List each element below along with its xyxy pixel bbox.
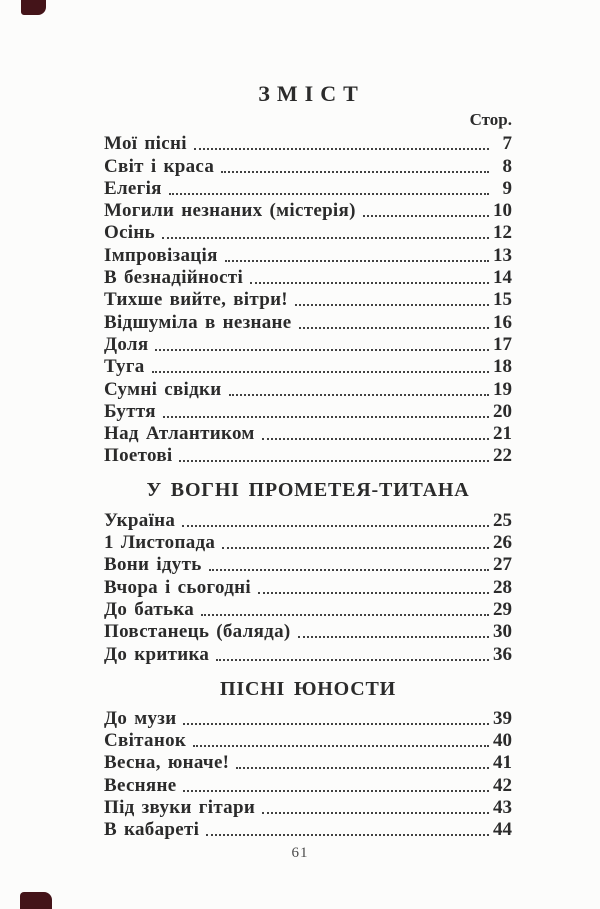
entry-title: Під звуки гітари xyxy=(104,797,256,819)
dotted-leader xyxy=(216,659,489,661)
entry-page-number: 14 xyxy=(493,267,512,289)
entry-title: До критика xyxy=(104,643,210,665)
toc-entry xyxy=(104,133,512,155)
toc-entry xyxy=(104,819,512,841)
entry-title: До батька xyxy=(104,598,195,620)
dotted-leader xyxy=(229,394,490,396)
entry-title: Елегія xyxy=(104,177,162,199)
dotted-leader xyxy=(299,327,489,329)
entry-page-number: 39 xyxy=(493,707,512,729)
dotted-leader xyxy=(236,767,489,769)
entry-title: В кабареті xyxy=(104,819,200,841)
entry-page-number: 41 xyxy=(493,752,512,774)
toc-entry xyxy=(104,222,512,244)
entry-title: Імпровізація xyxy=(104,244,218,266)
entry-title: Над Атлантиком xyxy=(104,423,255,445)
entry-page-number: 17 xyxy=(493,333,512,355)
entry-page-number: 40 xyxy=(493,730,512,752)
entry-page-number: 9 xyxy=(502,177,512,199)
toc-entry xyxy=(104,730,512,752)
dotted-leader xyxy=(222,547,489,549)
dotted-leader xyxy=(163,416,489,418)
toc-entry xyxy=(104,423,512,445)
page-title: ЗМІСТ xyxy=(258,81,365,106)
entry-page-number: 10 xyxy=(493,200,512,222)
page-column-header: Стор. xyxy=(469,110,512,129)
toc-entry xyxy=(104,621,512,643)
entry-page-number: 25 xyxy=(493,509,512,531)
toc-entry xyxy=(104,311,512,333)
dotted-leader xyxy=(183,723,489,725)
dotted-leader xyxy=(179,460,489,462)
dotted-leader xyxy=(162,237,489,239)
entry-page-number: 28 xyxy=(493,576,512,598)
toc-entry xyxy=(104,708,512,730)
entry-page-number: 15 xyxy=(493,289,512,311)
entry-title: Тихше вийте, вітри! xyxy=(104,289,288,311)
toc-entry xyxy=(104,178,512,200)
entry-page-number: 43 xyxy=(493,797,512,819)
dotted-leader xyxy=(206,834,489,836)
dotted-leader xyxy=(262,812,489,814)
toc-entry xyxy=(104,334,512,356)
toc-entry xyxy=(104,356,512,378)
entry-page-number: 36 xyxy=(493,643,512,665)
entry-title: Осінь xyxy=(104,222,155,244)
toc-entry xyxy=(104,532,512,554)
toc-entry xyxy=(104,155,512,177)
toc-entry xyxy=(104,774,512,796)
toc-entry xyxy=(104,289,512,311)
toc-entry xyxy=(104,576,512,598)
entry-page-number: 19 xyxy=(493,378,512,400)
scan-artifact-bottom-left xyxy=(20,892,52,909)
entry-page-number: 44 xyxy=(493,819,512,841)
dotted-leader xyxy=(250,282,489,284)
dotted-leader xyxy=(363,215,489,217)
toc-entry xyxy=(104,378,512,400)
dotted-leader xyxy=(155,349,489,351)
entry-title: Сумні свідки xyxy=(104,378,222,400)
dotted-leader xyxy=(298,636,490,638)
dotted-leader xyxy=(169,193,489,195)
dotted-leader xyxy=(193,745,489,747)
entry-title: Світанок xyxy=(104,730,187,752)
toc-entry xyxy=(104,401,512,423)
entry-title: Україна xyxy=(104,509,176,531)
entry-title: Туга xyxy=(104,356,145,378)
entry-page-number: 30 xyxy=(493,621,512,643)
entry-page-number: 22 xyxy=(493,445,512,467)
dotted-leader xyxy=(152,371,489,373)
toc-entry xyxy=(104,599,512,621)
entry-title: Буття xyxy=(104,400,156,422)
page-number-footer: 61 xyxy=(291,845,309,861)
entry-title: Могили незнаних (містерія) xyxy=(104,200,356,222)
scan-artifact-top-left xyxy=(21,0,46,15)
dotted-leader xyxy=(194,148,489,150)
toc-entry xyxy=(104,244,512,266)
section-heading: У ВОГНІ ПРОМЕТЕЯ-ТИТАНА xyxy=(146,479,470,502)
entry-title: В безнадійності xyxy=(104,267,244,289)
dotted-leader xyxy=(201,614,489,616)
toc-entry xyxy=(104,445,512,467)
entry-page-number: 12 xyxy=(493,222,512,244)
dotted-leader xyxy=(225,260,489,262)
entry-title: Мої пісні xyxy=(104,133,187,155)
toc-entry xyxy=(104,509,512,531)
entry-page-number: 42 xyxy=(493,774,512,796)
entry-page-number: 20 xyxy=(493,400,512,422)
entry-page-number: 8 xyxy=(502,155,512,177)
dotted-leader xyxy=(295,304,489,306)
entry-page-number: 27 xyxy=(493,554,512,576)
toc-entry xyxy=(104,267,512,289)
entry-page-number: 18 xyxy=(493,356,512,378)
toc-entry xyxy=(104,200,512,222)
entry-page-number: 13 xyxy=(493,244,512,266)
entry-title: 1 Листопада xyxy=(104,532,216,554)
dotted-leader xyxy=(182,525,489,527)
dotted-leader xyxy=(258,592,489,594)
toc-entry xyxy=(104,797,512,819)
dotted-leader xyxy=(221,171,489,173)
toc-entry xyxy=(104,752,512,774)
toc-content xyxy=(104,82,512,841)
toc-sections xyxy=(104,133,512,841)
toc-entry xyxy=(104,554,512,576)
entry-title: Вчора і сьогодні xyxy=(104,576,251,598)
entry-title: До музи xyxy=(104,707,177,729)
entry-title: Відшуміла в незнане xyxy=(104,311,292,333)
dotted-leader xyxy=(209,569,489,571)
entry-title: Поетові xyxy=(104,445,173,467)
toc-entry xyxy=(104,643,512,665)
entry-page-number: 21 xyxy=(493,423,512,445)
dotted-leader xyxy=(183,790,489,792)
entry-page-number: 16 xyxy=(493,311,512,333)
entry-page-number: 29 xyxy=(493,598,512,620)
entry-title: Весняне xyxy=(104,774,177,796)
entry-title: Весна, юначе! xyxy=(104,752,230,774)
dotted-leader xyxy=(262,438,489,440)
section-heading: ПІСНІ ЮНОСТИ xyxy=(220,677,396,700)
entry-title: Повстанець (баляда) xyxy=(104,621,291,643)
entry-page-number: 7 xyxy=(502,133,512,155)
entry-page-number: 26 xyxy=(493,532,512,554)
entry-title: Світ і краса xyxy=(104,155,215,177)
entry-title: Вони ідуть xyxy=(104,554,202,576)
entry-title: Доля xyxy=(104,333,149,355)
